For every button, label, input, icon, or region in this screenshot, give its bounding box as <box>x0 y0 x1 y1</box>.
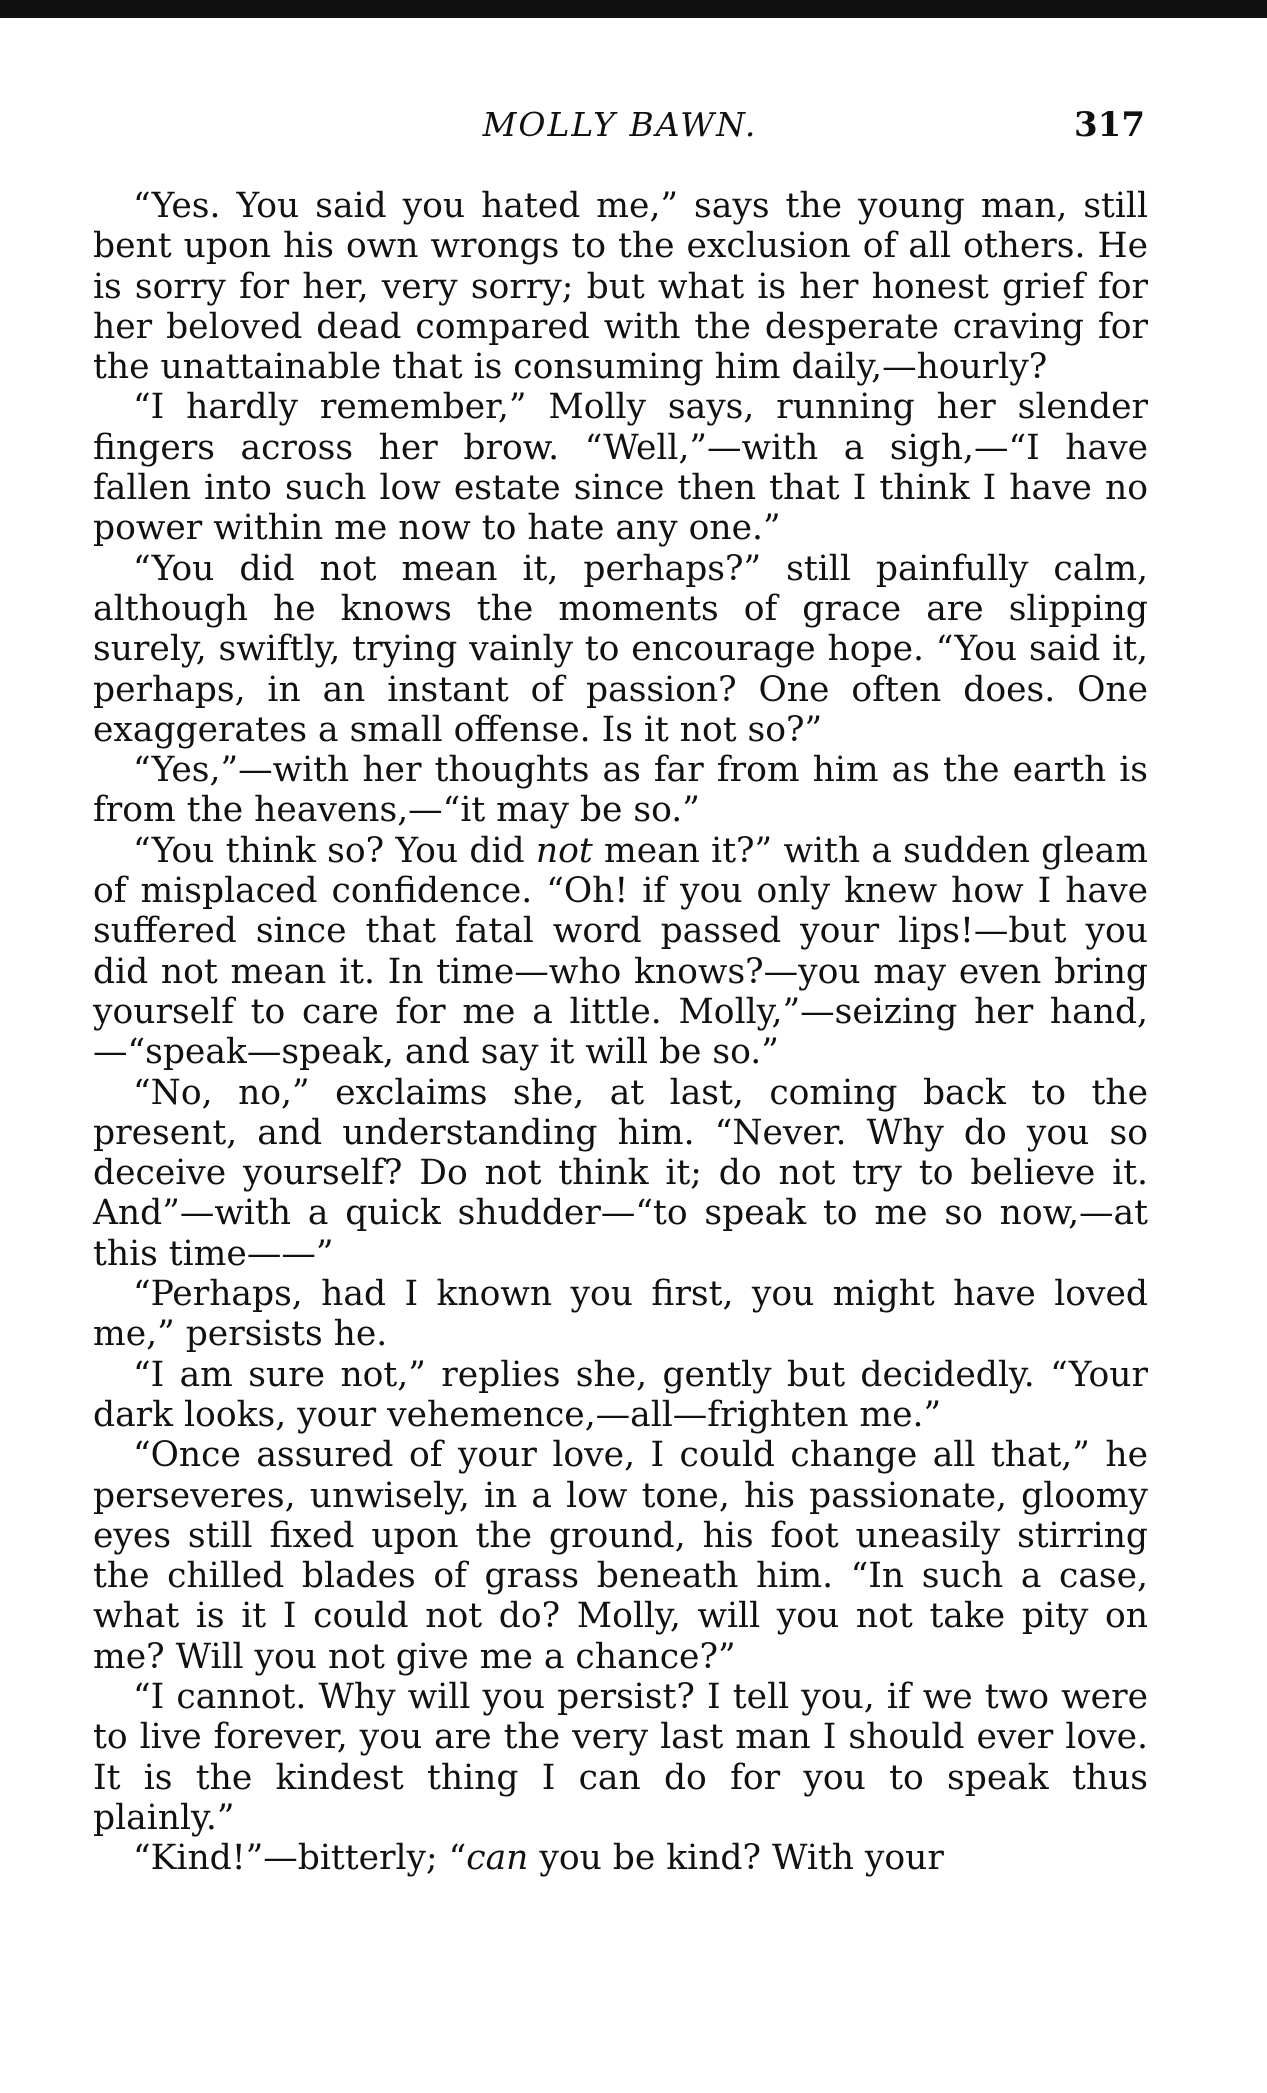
paragraph-text: “I hardly remember,” Molly says, running her slender fingers across her brow. “Well,”—with a sigh,—“I have fallen into such low estate since then that I think I have no power within me now to hate any one.” <box>93 387 1148 549</box>
italic-text: can <box>466 1838 529 1879</box>
italic-text: not <box>535 830 593 871</box>
running-title: MOLLY BAWN. <box>482 105 758 144</box>
paragraph-text: “I am sure not,” replies she, gently but decidedly. “Your dark looks, your vehemence,—all—frighten me.” <box>93 1354 1148 1435</box>
paragraph <box>93 1355 1148 1436</box>
paragraph <box>93 1838 1148 1878</box>
top-border-rule <box>0 0 1267 18</box>
paragraph-text: “Once assured of your love, I could change all that,” he perseveres, unwisely, in a low tone, his passionate, gloomy eyes still fixed upon the ground, his foot uneasily stirring the chilled blades of grass beneath him. “In such a case, what is it I could not do? Molly, will you not take pity on me? Will you not give me a chance?” <box>93 1435 1148 1677</box>
paragraph-text: “Yes,”—with her thoughts as far from him as the earth is from the heavens,—“it may be so.” <box>93 750 1148 831</box>
paragraph <box>93 1435 1148 1677</box>
paragraph <box>93 387 1148 548</box>
paragraph-text: “Yes. You said you hated me,” says the young man, still bent upon his own wrongs to the exclusion of all others. He is sorry for her, very sorry; but what is her honest grief for her beloved dead compared with the desperate craving for the unattainable that is consuming him daily,—hourly? <box>93 186 1148 388</box>
paragraph <box>93 186 1148 387</box>
running-header <box>95 105 1145 155</box>
paragraph-text: “I cannot. Why will you persist? I tell you, if we two were to live forever, you are the very last man I should ever love. It is the kindest thing I can do for you to speak thus plainly.” <box>93 1676 1148 1838</box>
text-body <box>93 186 1148 1878</box>
paragraph-text: mean it?” with a sudden gleam of misplaced confidence. “Oh! if you only knew how I have suffered since that fatal word passed your lips!—but you did not mean it. In time—who knows?—you may even bring yourself to care for me a little. Molly,”—seizing her hand,—“speak—speak, and say it will be so.” <box>93 830 1148 1073</box>
paragraph <box>93 1274 1148 1355</box>
paragraph-text: “Kind!”—bitterly; “ <box>133 1838 467 1879</box>
paragraph <box>93 750 1148 831</box>
paragraph <box>93 831 1148 1073</box>
paragraph <box>93 549 1148 750</box>
paragraph <box>93 1677 1148 1838</box>
paragraph-text: “Perhaps, had I known you first, you might have loved me,” persists he. <box>93 1274 1148 1355</box>
paragraph-text: “You did not mean it, perhaps?” still painfully calm, although he knows the moments of grace are slipping surely, swiftly, trying vainly to encourage hope. “You said it, perhaps, in an instant of passion? One often does. One exaggerates a small offense. Is it not so?” <box>93 548 1148 750</box>
page-number: 317 <box>1074 105 1145 145</box>
paragraph-text: “You think so? You did <box>133 830 536 871</box>
paragraph-text: you be kind? With your <box>528 1838 944 1879</box>
paragraph-text: “No, no,” exclaims she, at last, coming back to the present, and understanding him. “Never. Why do you so deceive yourself? Do not think it; do not try to believe it. And”—with a quick shudder—“to speak to me so now,—at this time——” <box>93 1072 1148 1274</box>
paragraph <box>93 1073 1148 1274</box>
